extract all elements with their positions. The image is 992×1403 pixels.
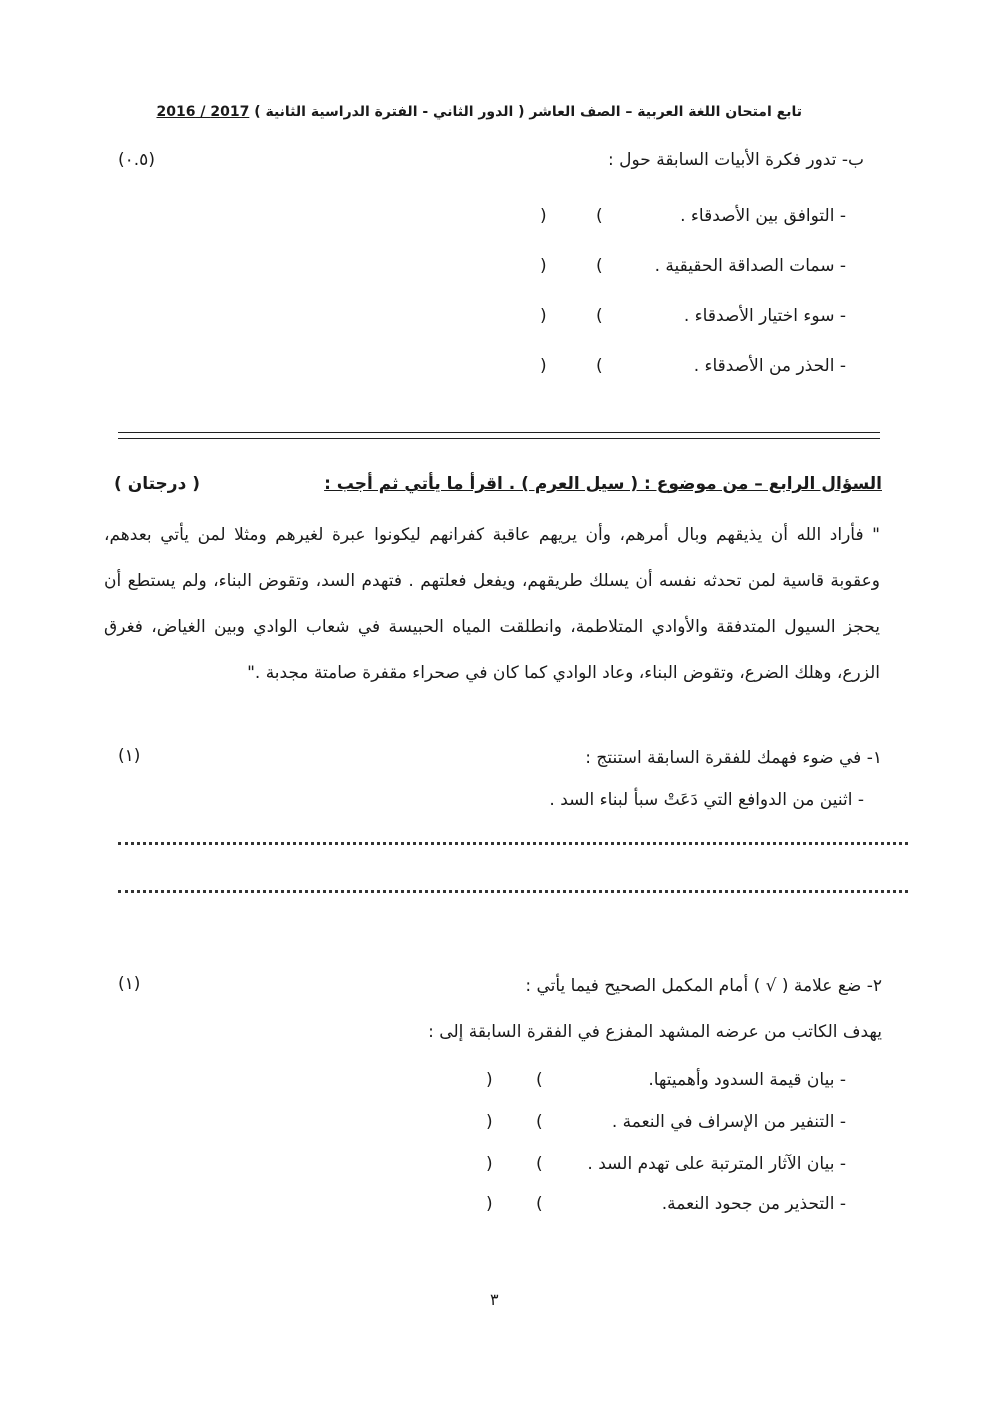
page-number: ٣ [490, 1290, 499, 1309]
answer-box-close[interactable]: ) [486, 1154, 493, 1174]
answer-box-close[interactable]: ) [540, 306, 547, 326]
section-divider-bottom [118, 438, 880, 439]
answer-box-open[interactable]: ( [596, 306, 603, 326]
section-b-option-2: - سمات الصداقة الحقيقية . [654, 256, 846, 276]
answer-box-open[interactable]: ( [536, 1112, 543, 1132]
answer-box-close[interactable]: ) [486, 1112, 493, 1132]
answer-box-close[interactable]: ) [540, 206, 547, 226]
answer-box-open[interactable]: ( [536, 1070, 543, 1090]
q4-2-prompt: ٢- ضع علامة ( √ ) أمام المكمل الصحيح فيما يأتي : [525, 976, 882, 996]
answer-box-open[interactable]: ( [596, 206, 603, 226]
answer-box-open[interactable]: ( [536, 1194, 543, 1214]
q4-2-option-4: - التحذير من جحود النعمة. [661, 1194, 846, 1214]
header-year: 2017 / 2016 [156, 104, 250, 120]
answer-line-1[interactable] [118, 842, 908, 845]
section-b-mark: (٠.٥) [118, 150, 155, 170]
answer-box-close[interactable]: ) [486, 1194, 493, 1214]
q4-2-mark: (١) [118, 974, 141, 994]
answer-box-close[interactable]: ) [540, 256, 547, 276]
answer-box-close[interactable]: ) [486, 1070, 493, 1090]
q4-1-mark: (١) [118, 746, 141, 766]
answer-box-open[interactable]: ( [596, 356, 603, 376]
q4-2-stem: يهدف الكاتب من عرضه المشهد المفزع في الفقرة السابقة إلى : [428, 1022, 882, 1042]
section-b-option-4: - الحذر من الأصدقاء . [693, 356, 846, 376]
q4-1-prompt: ١- في ضوء فهمك للفقرة السابقة استنتج : [585, 748, 882, 768]
section-b-option-1: - التوافق بين الأصدقاء . [680, 206, 846, 226]
q4-2-option-1: - بيان قيمة السدود وأهميتها. [648, 1070, 846, 1090]
section-divider-top [118, 432, 880, 433]
answer-box-close[interactable]: ) [540, 356, 547, 376]
answer-box-open[interactable]: ( [536, 1154, 543, 1174]
q4-2-option-3: - بيان الآثار المترتبة على تهدم السد . [587, 1154, 846, 1174]
answer-box-open[interactable]: ( [596, 256, 603, 276]
q4-mark: ( درجتان ) [114, 474, 201, 494]
section-b-option-3: - سوء اختيار الأصدقاء . [683, 306, 846, 326]
section-b-prompt: ب- تدور فكرة الأبيات السابقة حول : [608, 150, 864, 170]
exam-header [156, 104, 802, 120]
q4-title: السؤال الرابع – من موضوع : ( سيل العرم ) . اقرأ ما يأتي ثم أجب : [324, 474, 882, 494]
q4-2-option-2: - التنفير من الإسراف في النعمة . [611, 1112, 846, 1132]
header-text: تابع امتحان اللغة العربية – الصف العاشر ( الدور الثاني - الفترة الدراسية الثانية ) [254, 104, 802, 120]
q4-1-sub: - اثنين من الدوافع التي دَعَتْ سبأ لبناء السد . [549, 790, 864, 810]
q4-passage: " فأراد الله أن يذيقهم وبال أمرهم، وأن يريهم عاقبة كفرانهم ليكونوا عبرة لغيرهم ومثلا لمن يأتي بعدهم، وعقوبة قاسية لمن تحدثه نفسه أن يسلك طريقهم، ويفعل فعلتهم . فتهدم السد، وتقوض البناء، ولم يستطع أن يحجز السيول المتدفقة والأوادي المتلاطمة، وانطلقت المياه الحبيسة في شعاب الوادي وبين الغياض، فغرق الزرع، وهلك الضرع، وتقوض البناء، وعاد الوادي كما كان في صحراء مقفرة صامتة مجدبة ." [104, 525, 880, 683]
answer-line-2[interactable] [118, 890, 908, 893]
